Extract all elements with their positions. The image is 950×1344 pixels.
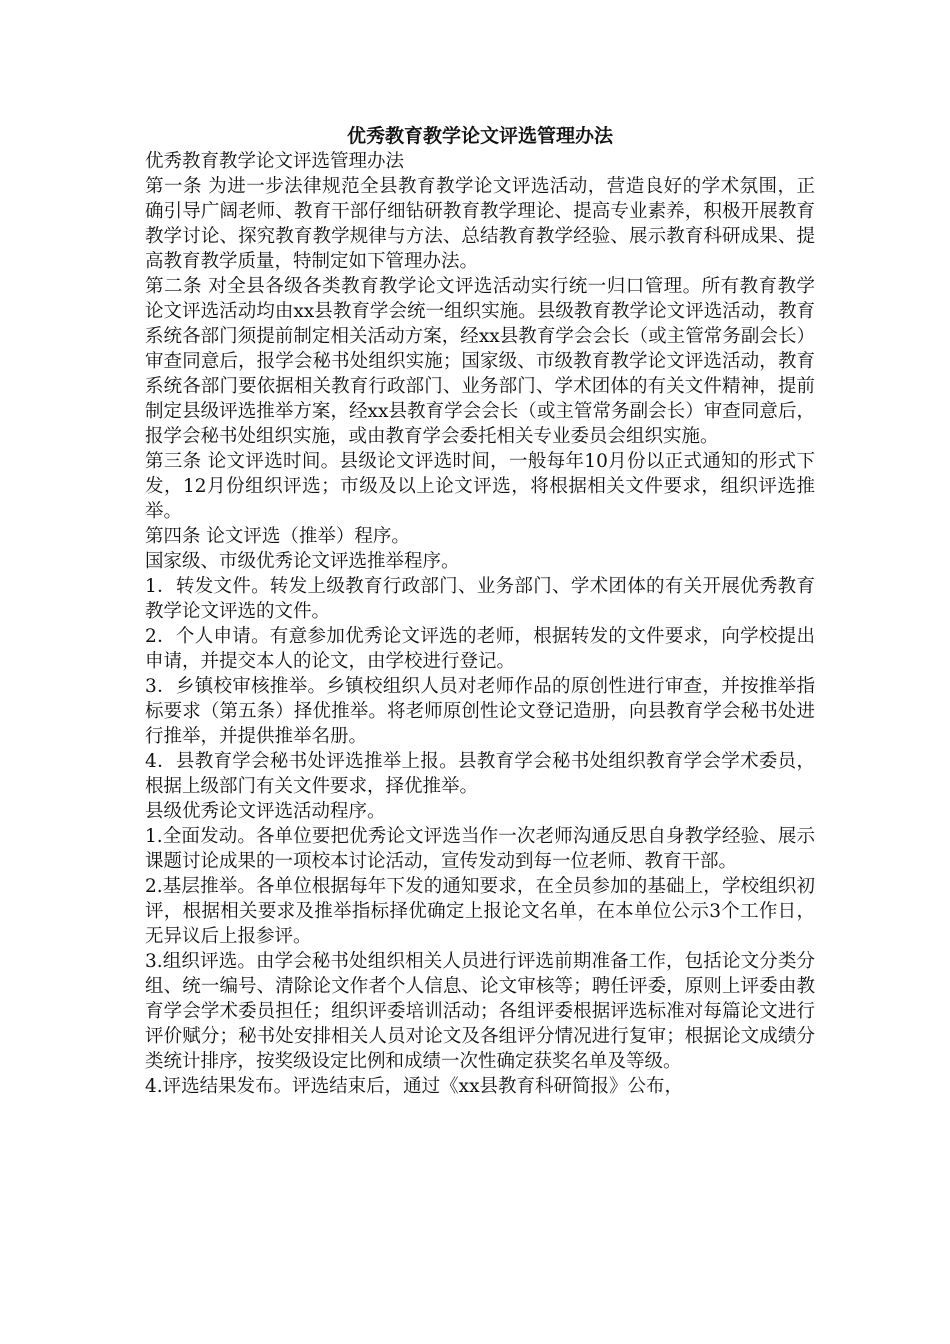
paragraph-national-step-3: 3．乡镇校审核推举。乡镇校组织人员对老师作品的原创性进行审查，并按推举指标要求（第五条）择优推举。将老师原创性论文登记造册，向县教育学会秘书处进行推举，并提供推举名册。 xyxy=(145,676,815,747)
paragraph-article-3: 第三条 论文评选时间。县级论文评选时间，一般每年10月份以正式通知的形式下发，12月份组织评选；市级及以上论文评选，将根据相关文件要求，组织评选推举。 xyxy=(145,451,815,522)
paragraph-section-national: 国家级、市级优秀论文评选推举程序。 xyxy=(145,551,460,572)
paragraph-national-step-1: 1．转发文件。转发上级教育行政部门、业务部门、学术团体的有关开展优秀教育教学论文评选的文件。 xyxy=(145,576,815,622)
paragraph-article-2: 第二条 对全县各级各类教育教学论文评选活动实行统一归口管理。所有教育教学论文评选活动均由xx县教育学会统一组织实施。县级教育教学论文评选活动，教育系统各部门须提前制定相关活动方案，经xx县教育学会会长（或主管常务副会长）审查同意后，报学会秘书处组织实施；国家级、市级教育教学论文评选活动，教育系统各部门要依据相关教育行政部门、业务部门、学术团体的有关文件精神，提前制定县级评选推举方案，经xx县教育学会会长（或主管常务副会长）审查同意后，报学会秘书处组织实施，或由教育学会委托相关专业委员会组织实施。 xyxy=(145,276,815,447)
paragraph-article-1: 第一条 为进一步法律规范全县教育教学论文评选活动，营造良好的学术氛围，正确引导广阔老师、教育干部仔细钻研教育教学理论、提高专业素养，积极开展教育教学讨论、探究教育教学规律与方法、总结教育教学经验、展示教育科研成果、提高教育教学质量，特制定如下管理办法。 xyxy=(145,176,815,272)
paragraph-article-4: 第四条 论文评选（推举）程序。 xyxy=(145,526,410,547)
paragraph-county-step-4: 4.评选结果发布。评选结束后，通过《xx县教育科研简报》公布， xyxy=(145,1076,684,1097)
paragraph-subtitle: 优秀教育教学论文评选管理办法 xyxy=(145,151,405,172)
paragraph-county-step-1: 1.全面发动。各单位要把优秀论文评选当作一次老师沟通反思自身教学经验、展示课题讨论成果的一项校本讨论活动，宣传发动到每一位老师、教育干部。 xyxy=(145,826,815,872)
document-title: 优秀教育教学论文评选管理办法 xyxy=(346,125,613,147)
paragraph-section-county: 县级优秀论文评选活动程序。 xyxy=(145,801,386,822)
paragraph-national-step-2: 2．个人申请。有意参加优秀论文评选的老师，根据转发的文件要求，向学校提出申请，并提交本人的论文，由学校进行登记。 xyxy=(145,626,815,672)
paragraph-county-step-2: 2.基层推举。各单位根据每年下发的通知要求，在全员参加的基础上，学校组织初评，根据相关要求及推举指标择优确定上报论文名单，在本单位公示3个工作日，无异议后上报参评。 xyxy=(145,876,815,947)
document-body xyxy=(145,124,815,1099)
paragraph-county-step-3: 3.组织评选。由学会秘书处组织相关人员进行评选前期准备工作，包括论文分类分组、统一编号、清除论文作者个人信息、论文审核等；聘任评委，原则上评委由教育学会学术委员担任；组织评委培训活动；各组评委根据评选标准对每篇论文进行评价赋分；秘书处安排相关人员对论文及各组评分情况进行复审；根据论文成绩分类统计排序，按奖级设定比例和成绩一次性确定获奖名单及等级。 xyxy=(145,951,815,1072)
paragraph-national-step-4: 4．县教育学会秘书处评选推举上报。县教育学会秘书处组织教育学会学术委员，根据上级部门有关文件要求，择优推举。 xyxy=(145,751,815,797)
